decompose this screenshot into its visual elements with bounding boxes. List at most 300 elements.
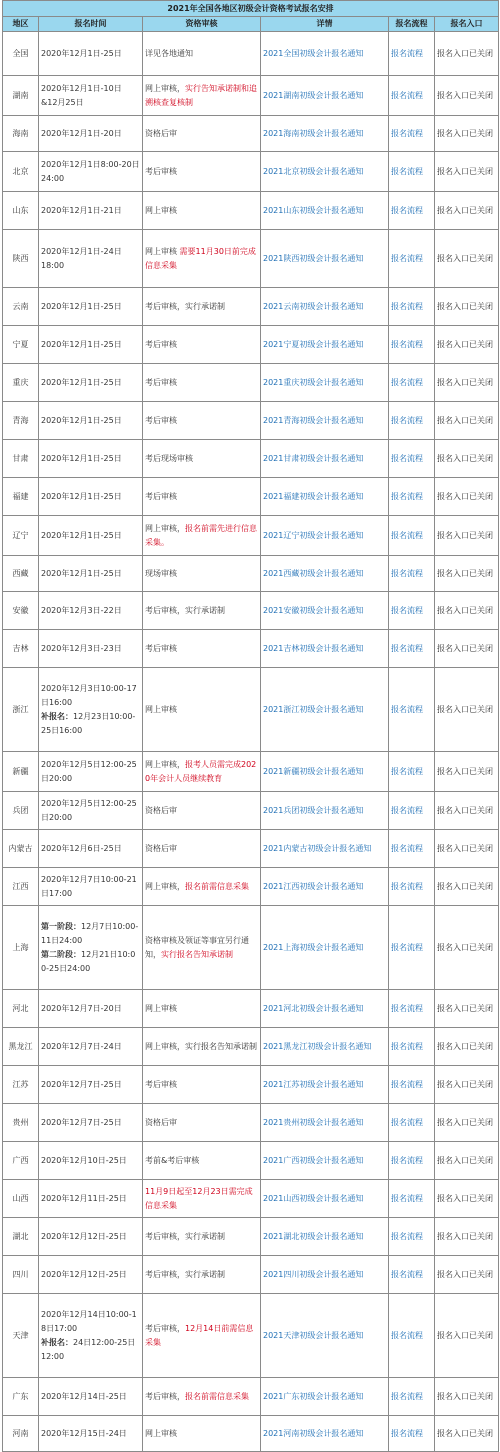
region-cell (3, 990, 39, 1028)
audit-text: 网上审核， (145, 881, 185, 891)
table-row (3, 230, 499, 288)
detail-link[interactable] (261, 1066, 389, 1104)
audit-cell (143, 516, 261, 556)
flow-link-text: 报名流程 (391, 48, 423, 58)
entry-status-text: 报名入口已关闭 (437, 1117, 493, 1127)
flow-link-text: 报名流程 (391, 881, 423, 891)
time-line (41, 1040, 140, 1054)
time-line (41, 948, 140, 976)
flow-link[interactable] (389, 592, 435, 630)
time-line-text: &12月25日 (41, 97, 84, 107)
time-line (41, 642, 140, 656)
detail-link-text: 2021福建初级会计报名通知 (263, 491, 364, 501)
region-label: 湖南 (12, 90, 29, 100)
audit-cell (143, 630, 261, 668)
column-header-detail: 详情 (261, 17, 389, 32)
table-row (3, 32, 499, 76)
detail-link[interactable] (261, 152, 389, 192)
detail-link[interactable] (261, 1028, 389, 1066)
detail-link[interactable] (261, 1180, 389, 1218)
flow-link[interactable] (389, 630, 435, 668)
entry-status-cell (435, 1256, 499, 1294)
audit-text: 资格审核及领证等事宜另行通知， (145, 935, 249, 959)
region-cell (3, 868, 39, 906)
flow-link[interactable] (389, 478, 435, 516)
region-label: 江西 (12, 881, 29, 891)
region-cell (3, 478, 39, 516)
entry-status-cell (435, 1180, 499, 1218)
detail-link[interactable] (261, 752, 389, 792)
flow-link-text: 报名流程 (391, 643, 423, 653)
region-cell (3, 1294, 39, 1378)
flow-link[interactable] (389, 868, 435, 906)
detail-link[interactable] (261, 76, 389, 116)
time-line-text: 12月23日10:00-25日16:00 (41, 711, 136, 735)
region-label: 黑龙江 (8, 1041, 33, 1051)
flow-link-text: 报名流程 (391, 205, 423, 215)
entry-status-text: 报名入口已关闭 (437, 1041, 493, 1051)
entry-status-text: 报名入口已关闭 (437, 568, 493, 578)
audit-text: 考后审核，实行承诺制 (145, 301, 225, 311)
detail-link[interactable] (261, 592, 389, 630)
flow-link[interactable] (389, 1378, 435, 1416)
entry-status-cell (435, 402, 499, 440)
flow-link[interactable] (389, 116, 435, 152)
time-line-text: 2020年12月10日-25日 (41, 1155, 127, 1165)
detail-link-text: 2021湖北初级会计报名通知 (263, 1231, 364, 1241)
flow-link[interactable] (389, 364, 435, 402)
time-line (41, 758, 140, 786)
audit-text: 考后审核，实行承诺制 (145, 1231, 225, 1241)
entry-status-cell (435, 668, 499, 752)
entry-status-cell (435, 116, 499, 152)
flow-link[interactable] (389, 1294, 435, 1378)
region-label: 重庆 (12, 377, 29, 387)
detail-link[interactable] (261, 1378, 389, 1416)
audit-text: 考后审核 (145, 415, 177, 425)
registration-time-cell (39, 478, 143, 516)
flow-link-text: 报名流程 (391, 843, 423, 853)
entry-status-text: 报名入口已关闭 (437, 1231, 493, 1241)
audit-text: 考后审核 (145, 377, 177, 387)
table-row (3, 326, 499, 364)
table-row (3, 440, 499, 478)
region-cell (3, 1180, 39, 1218)
audit-cell (143, 152, 261, 192)
detail-link-text: 2021上海初级会计报名通知 (263, 942, 364, 952)
time-line (41, 452, 140, 466)
registration-time-cell (39, 1294, 143, 1378)
detail-link[interactable] (261, 32, 389, 76)
entry-status-text: 报名入口已关闭 (437, 1155, 493, 1165)
audit-cell (143, 364, 261, 402)
region-label: 天津 (12, 1330, 29, 1340)
entry-status-cell (435, 752, 499, 792)
audit-text: 资格后审 (145, 128, 177, 138)
table-row (3, 752, 499, 792)
entry-status-text: 报名入口已关闭 (437, 942, 493, 952)
audit-text: 网上审核， (145, 83, 185, 93)
entry-status-cell (435, 1218, 499, 1256)
registration-time-cell (39, 668, 143, 752)
entry-status-cell (435, 1294, 499, 1378)
detail-link-text: 2021云南初级会计报名通知 (263, 301, 364, 311)
detail-link[interactable] (261, 364, 389, 402)
time-line-text: 2020年12月3日-22日 (41, 605, 122, 615)
time-line-text: 12月21日10:00-25日24:00 (41, 949, 136, 973)
registration-time-cell (39, 116, 143, 152)
time-line-text: 2020年12月1日8:00-20日24:00 (41, 159, 140, 183)
time-line (41, 158, 140, 186)
flow-link-text: 报名流程 (391, 704, 423, 714)
region-cell (3, 752, 39, 792)
region-cell (3, 592, 39, 630)
time-line (41, 1427, 140, 1441)
audit-text: 资格后审 (145, 805, 177, 815)
entry-status-text: 报名入口已关闭 (437, 843, 493, 853)
time-line (41, 259, 140, 273)
entry-status-cell (435, 906, 499, 990)
flow-link[interactable] (389, 556, 435, 592)
registration-time-cell (39, 1416, 143, 1452)
audit-text: 资格后审 (145, 1117, 177, 1127)
entry-status-text: 报名入口已关闭 (437, 881, 493, 891)
flow-link-text: 报名流程 (391, 1003, 423, 1013)
region-cell (3, 1142, 39, 1180)
entry-status-text: 报名入口已关闭 (437, 90, 493, 100)
registration-time-cell (39, 516, 143, 556)
registration-time-cell (39, 192, 143, 230)
region-cell (3, 116, 39, 152)
flow-link[interactable] (389, 230, 435, 288)
audit-cell (143, 1142, 261, 1180)
region-label: 海南 (12, 128, 29, 138)
entry-status-text: 报名入口已关闭 (437, 301, 493, 311)
flow-link[interactable] (389, 32, 435, 76)
flow-link-text: 报名流程 (391, 1231, 423, 1241)
flow-link[interactable] (389, 752, 435, 792)
flow-link-text: 报名流程 (391, 942, 423, 952)
time-line-text: 2020年12月7日-25日 (41, 1117, 122, 1127)
detail-link[interactable] (261, 478, 389, 516)
audit-cell (143, 556, 261, 592)
detail-link[interactable] (261, 1294, 389, 1378)
detail-link-text: 2021陕西初级会计报名通知 (263, 253, 364, 263)
registration-time-cell (39, 1104, 143, 1142)
detail-link-text: 2021黑龙江初级会计报名通知 (263, 1041, 372, 1051)
entry-status-cell (435, 32, 499, 76)
flow-link-text: 报名流程 (391, 1428, 423, 1438)
time-line (41, 490, 140, 504)
table-row (3, 116, 499, 152)
time-line (41, 414, 140, 428)
region-cell (3, 1256, 39, 1294)
detail-link[interactable] (261, 1256, 389, 1294)
time-line (41, 47, 140, 61)
time-line-text: 2020年12月1日-20日 (41, 128, 122, 138)
detail-link-text: 2021广东初级会计报名通知 (263, 1391, 364, 1401)
region-cell (3, 230, 39, 288)
region-cell (3, 402, 39, 440)
region-label: 青海 (12, 415, 29, 425)
flow-link[interactable] (389, 1218, 435, 1256)
region-cell (3, 326, 39, 364)
audit-cell (143, 478, 261, 516)
time-line-text: 12月7日10:00-11日24:00 (41, 921, 139, 945)
detail-link[interactable] (261, 556, 389, 592)
entry-status-cell (435, 1142, 499, 1180)
detail-link[interactable] (261, 1142, 389, 1180)
time-line-text: 2020年12月5日12:00-25日20:00 (41, 759, 137, 783)
entry-status-cell (435, 1066, 499, 1104)
region-label: 贵州 (12, 1117, 29, 1127)
detail-link-text: 2021兵团初级会计报名通知 (263, 805, 364, 815)
flow-link-text: 报名流程 (391, 1330, 423, 1340)
registration-time-cell (39, 990, 143, 1028)
audit-text: 考后审核， (145, 1323, 185, 1333)
time-line-text: 2020年12月1日-25日 (41, 568, 122, 578)
region-label: 广西 (12, 1155, 29, 1165)
detail-link[interactable] (261, 326, 389, 364)
region-label: 河北 (12, 1003, 29, 1013)
region-cell (3, 1218, 39, 1256)
flow-link[interactable] (389, 516, 435, 556)
audit-cell (143, 1378, 261, 1416)
time-line-text: 2020年12月1日-25日 (41, 48, 122, 58)
flow-link[interactable] (389, 1028, 435, 1066)
entry-status-text: 报名入口已关闭 (437, 1003, 493, 1013)
detail-link[interactable] (261, 516, 389, 556)
flow-link-text: 报名流程 (391, 301, 423, 311)
flow-link-text: 报名流程 (391, 1391, 423, 1401)
entry-status-cell (435, 152, 499, 192)
time-line (41, 1308, 140, 1336)
time-line (41, 1390, 140, 1404)
registration-time-cell (39, 1028, 143, 1066)
audit-highlight-text: 实行告知承诺制和追溯核查复核制 (145, 83, 257, 107)
registration-time-cell (39, 32, 143, 76)
time-line (41, 300, 140, 314)
registration-time-cell (39, 592, 143, 630)
time-line-text: 2020年12月3日-23日 (41, 643, 122, 653)
time-line-prefix: 补报名： (41, 711, 73, 721)
registration-time-cell (39, 1378, 143, 1416)
registration-time-cell (39, 792, 143, 830)
region-cell (3, 792, 39, 830)
audit-text: 考后审核 (145, 166, 177, 176)
column-header-audit: 资格审核 (143, 17, 261, 32)
detail-link[interactable] (261, 192, 389, 230)
audit-text: 考前&考后审核 (145, 1155, 200, 1165)
time-line-prefix: 第一阶段： (41, 921, 81, 931)
region-label: 四川 (12, 1269, 29, 1279)
flow-link[interactable] (389, 192, 435, 230)
flow-link-text: 报名流程 (391, 1155, 423, 1165)
flow-link-text: 报名流程 (391, 805, 423, 815)
table-row (3, 792, 499, 830)
flow-link[interactable] (389, 326, 435, 364)
entry-status-text: 报名入口已关闭 (437, 530, 493, 540)
registration-time-cell (39, 868, 143, 906)
registration-time-cell (39, 906, 143, 990)
entry-status-text: 报名入口已关闭 (437, 377, 493, 387)
flow-link[interactable] (389, 288, 435, 326)
table-row (3, 402, 499, 440)
table-row (3, 1066, 499, 1104)
column-header-time: 报名时间 (39, 17, 143, 32)
entry-status-text: 报名入口已关闭 (437, 491, 493, 501)
detail-link[interactable] (261, 288, 389, 326)
time-line-text: 2020年12月1日-24日 (41, 246, 122, 256)
detail-link-text: 2021四川初级会计报名通知 (263, 1269, 364, 1279)
flow-link-text: 报名流程 (391, 605, 423, 615)
audit-text: 考后现场审核 (145, 453, 193, 463)
flow-link[interactable] (389, 152, 435, 192)
table-row (3, 192, 499, 230)
audit-cell (143, 32, 261, 76)
time-line (41, 1116, 140, 1130)
flow-link[interactable] (389, 1256, 435, 1294)
region-cell (3, 364, 39, 402)
flow-link[interactable] (389, 906, 435, 990)
region-label: 浙江 (12, 704, 29, 714)
detail-link-text: 2021江苏初级会计报名通知 (263, 1079, 364, 1089)
region-cell (3, 152, 39, 192)
entry-status-cell (435, 1378, 499, 1416)
detail-link[interactable] (261, 1218, 389, 1256)
detail-link[interactable] (261, 990, 389, 1028)
detail-link-text: 2021全国初级会计报名通知 (263, 48, 364, 58)
region-label: 宁夏 (12, 339, 29, 349)
table-row (3, 556, 499, 592)
flow-link[interactable] (389, 1104, 435, 1142)
region-label: 全国 (12, 48, 29, 58)
flow-link[interactable] (389, 830, 435, 868)
time-line-text: 2020年12月1日-25日 (41, 530, 122, 540)
region-label: 甘肃 (12, 453, 29, 463)
registration-time-cell (39, 364, 143, 402)
flow-link[interactable] (389, 668, 435, 752)
detail-link[interactable] (261, 868, 389, 906)
detail-link[interactable] (261, 1104, 389, 1142)
region-cell (3, 440, 39, 478)
column-header-region: 地区 (3, 17, 39, 32)
detail-link-text: 2021青海初级会计报名通知 (263, 415, 364, 425)
audit-text: 网上审核， (145, 759, 185, 769)
region-cell (3, 76, 39, 116)
flow-link[interactable] (389, 440, 435, 478)
time-line-text: 2020年12月12日-25日 (41, 1269, 127, 1279)
region-label: 陕西 (12, 253, 29, 263)
table-row (3, 1218, 499, 1256)
entry-status-cell (435, 230, 499, 288)
time-line-text: 18:00 (41, 260, 65, 270)
flow-link-text: 报名流程 (391, 1269, 423, 1279)
detail-link[interactable] (261, 116, 389, 152)
flow-link[interactable] (389, 1416, 435, 1452)
time-line-text: 2020年12月15日-24日 (41, 1428, 127, 1438)
audit-cell (143, 906, 261, 990)
detail-link[interactable] (261, 830, 389, 868)
audit-highlight-text: 实行报名告知承诺制 (161, 949, 233, 959)
detail-link-text: 2021河北初级会计报名通知 (263, 1003, 364, 1013)
audit-cell (143, 592, 261, 630)
flow-link[interactable] (389, 990, 435, 1028)
time-line-text: 2020年12月1日-25日 (41, 415, 122, 425)
region-label: 广东 (12, 1391, 29, 1401)
entry-status-cell (435, 592, 499, 630)
time-line-text: 2020年12月7日10:00-21日17:00 (41, 874, 137, 898)
entry-status-cell (435, 1028, 499, 1066)
flow-link-text: 报名流程 (391, 1117, 423, 1127)
entry-status-text: 报名入口已关闭 (437, 339, 493, 349)
detail-link[interactable] (261, 630, 389, 668)
flow-link-text: 报名流程 (391, 530, 423, 540)
region-label: 吉林 (12, 643, 29, 653)
audit-highlight-text: 11月9日起至12月23日需完成信息采集 (145, 1186, 253, 1210)
flow-link[interactable] (389, 76, 435, 116)
flow-link[interactable] (389, 1066, 435, 1104)
flow-link-text: 报名流程 (391, 90, 423, 100)
flow-link[interactable] (389, 402, 435, 440)
audit-text: 网上审核 (145, 246, 180, 256)
table-row (3, 288, 499, 326)
region-label: 江苏 (12, 1079, 29, 1089)
flow-link[interactable] (389, 1180, 435, 1218)
registration-time-cell (39, 556, 143, 592)
audit-cell (143, 868, 261, 906)
time-line-text: 2020年12月1日-25日 (41, 377, 122, 387)
table-row (3, 990, 499, 1028)
detail-link[interactable] (261, 906, 389, 990)
region-label: 安徽 (12, 605, 29, 615)
time-line (41, 842, 140, 856)
time-line (41, 1002, 140, 1016)
entry-status-cell (435, 326, 499, 364)
entry-status-text: 报名入口已关闭 (437, 128, 493, 138)
table-row (3, 516, 499, 556)
detail-link[interactable] (261, 668, 389, 752)
entry-status-text: 报名入口已关闭 (437, 1428, 493, 1438)
audit-text: 考后审核 (145, 643, 177, 653)
region-cell (3, 830, 39, 868)
audit-cell (143, 668, 261, 752)
flow-link[interactable] (389, 1142, 435, 1180)
time-line (41, 1230, 140, 1244)
audit-text: 考后审核，实行承诺制 (145, 605, 225, 615)
table-row (3, 364, 499, 402)
registration-time-cell (39, 830, 143, 868)
audit-cell (143, 326, 261, 364)
flow-link[interactable] (389, 792, 435, 830)
audit-cell (143, 230, 261, 288)
detail-link[interactable] (261, 230, 389, 288)
audit-cell (143, 1180, 261, 1218)
detail-link-text: 2021山西初级会计报名通知 (263, 1193, 364, 1203)
detail-link[interactable] (261, 1416, 389, 1452)
time-line (41, 710, 140, 738)
time-line (41, 1336, 140, 1364)
detail-link-text: 2021辽宁初级会计报名通知 (263, 530, 364, 540)
detail-link[interactable] (261, 440, 389, 478)
time-line (41, 1154, 140, 1168)
detail-link[interactable] (261, 792, 389, 830)
time-line-text: 2020年12月14日-25日 (41, 1391, 127, 1401)
entry-status-text: 报名入口已关闭 (437, 704, 493, 714)
detail-link[interactable] (261, 402, 389, 440)
entry-status-text: 报名入口已关闭 (437, 805, 493, 815)
region-cell (3, 1028, 39, 1066)
